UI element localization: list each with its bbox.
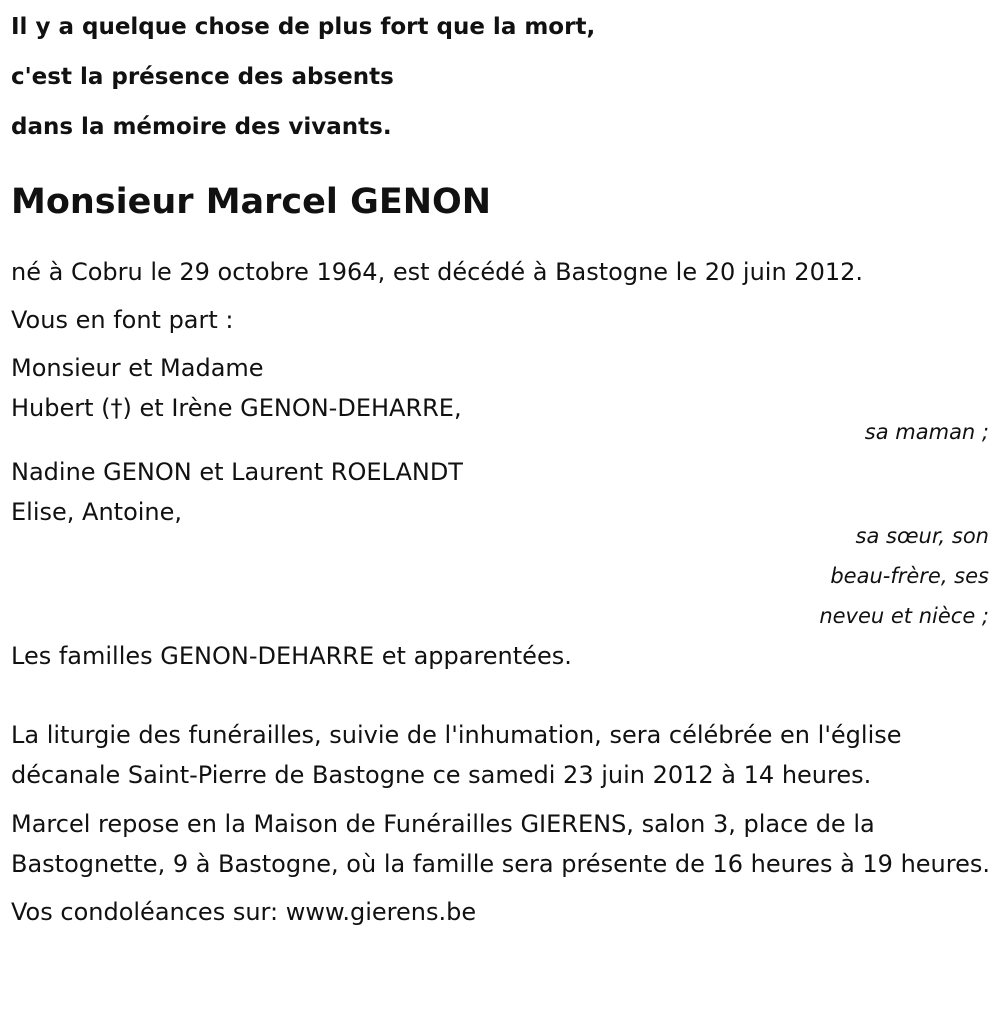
quote-line-3: dans la mémoire des vivants. [11, 114, 392, 140]
family-1-line-2: Hubert (†) et Irène GENON-DEHARRE, [11, 394, 462, 422]
family-group-1 [11, 348, 991, 452]
relation-line: sa sœur, son [855, 524, 989, 548]
birth-death-statement: né à Cobru le 29 octobre 1964, est décédé à Bastogne le 20 juin 2012. [11, 258, 863, 286]
deceased-name: Monsieur Marcel GENON [11, 182, 492, 222]
relation-line: neveu et nièce ; [819, 604, 989, 628]
family-1-line-1: Monsieur et Madame [11, 354, 264, 382]
viewing-details: Marcel repose en la Maison de Funérailles GIERENS, salon 3, place de la Bastognette, 9 à Bastogne, où la famille sera présente de 16 heures à 19 heures. [11, 810, 991, 878]
condolences-note: Vos condoléances sur: www.gierens.be [11, 898, 477, 926]
extended-family: Les familles GENON-DEHARRE et apparentées. [11, 642, 572, 670]
relation-line: sa maman ; [864, 420, 989, 444]
epitaph-quote [11, 2, 991, 152]
obituary-notice [11, 0, 991, 932]
family-2-relation [11, 516, 991, 636]
quote-line-2: c'est la présence des absents [11, 64, 394, 90]
family-2-line-2: Elise, Antoine, [11, 498, 183, 526]
quote-line-1: Il y a quelque chose de plus fort que la mort, [11, 14, 596, 40]
relation-line: beau-frère, ses [830, 564, 989, 588]
family-group-2 [11, 452, 991, 636]
funeral-details: La liturgie des funérailles, suivie de l'inhumation, sera célébrée en l'église décanale Saint-Pierre de Bastogne ce samedi 23 juin 2012 à 14 heures. [11, 721, 902, 789]
family-2-line-1: Nadine GENON et Laurent ROELANDT [11, 458, 463, 486]
announcement-intro: Vous en font part : [11, 306, 234, 334]
